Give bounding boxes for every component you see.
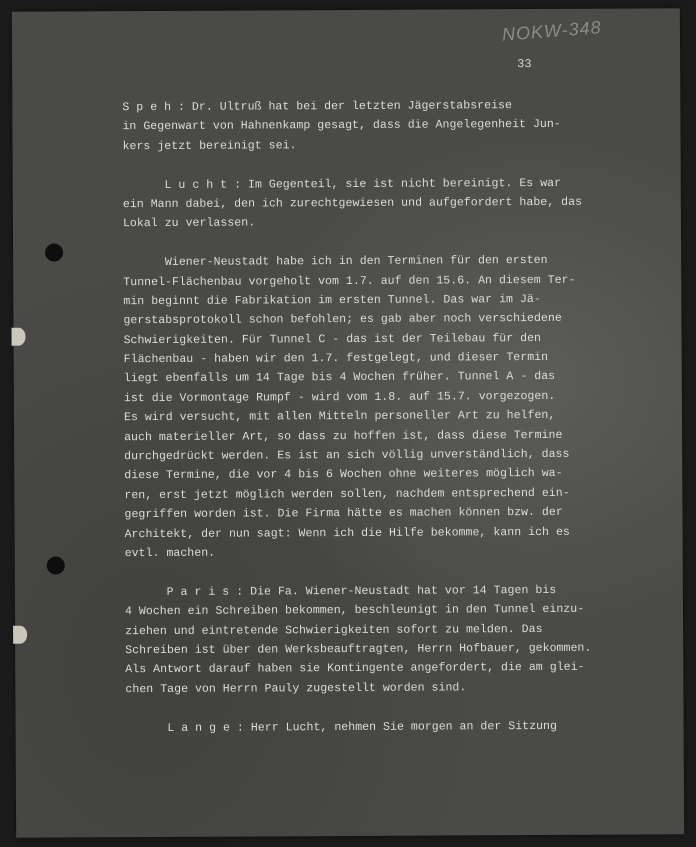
text-line: Tunnel-Flächenbau vorgeholt vom 1.7. auf den 15.6. An diesem Ter- (123, 273, 576, 289)
text-line: Schwierigkeiten. Für Tunnel C - das ist der Teilebau für den (123, 331, 542, 347)
text-line: Als Antwort darauf haben sie Kontingente angefordert, die am glei- (125, 661, 585, 677)
text-line: evtl. machen. (124, 546, 216, 561)
punch-hole-2 (11, 328, 25, 346)
text-line: Flächenbau - haben wir den 1.7. festgelegt, und dieser Termin (123, 351, 549, 367)
text-line: in Gegenwart von Hahnenkamp gesagt, dass die Angelegenheit Jun- (122, 118, 561, 134)
text-line: ein Mann dabei, den ich zurechtgewiesen und aufgefordert habe, das (122, 195, 583, 212)
text-line: chen Tage von Herrn Pauly zugestellt worden sind. (125, 681, 467, 696)
text-line: auch materieller Art, so dass zu hoffen ist, dass diese Termine (124, 428, 563, 444)
text-line: Schreiben ist über den Werksbeauftragten, Herrn Hofbauer, gekommen. (125, 641, 592, 658)
text-line: Wiener-Neustadt habe ich in den Terminen für den ersten (123, 254, 548, 270)
punch-hole-1 (45, 243, 63, 261)
text-line: durchgedrückt werden. Es ist an sich völlig unverständlich, dass (124, 447, 570, 464)
text-line: kers jetzt bereinigt sei. (122, 139, 297, 153)
text-line: gegriffen worden ist. Die Firma hätte es machen können bzw. der (124, 506, 563, 522)
text-line: Lokal zu verlassen. (122, 216, 256, 231)
text-line: gerstabsprotokoll schon befohlen; es gab aber noch verschiedene (123, 312, 562, 328)
text-line: liegt ebenfalls um 14 Tage bis 4 Wochen früher. Tunnel A - das (123, 370, 556, 386)
text-line: L a n g e : Herr Lucht, nehmen Sie morgen an der Sitzung (125, 719, 557, 735)
punch-hole-3 (47, 556, 65, 574)
page-number: 33 (517, 57, 532, 72)
punch-hole-4 (13, 626, 27, 644)
text-line: diese Termine, die vor 4 bis 6 Wochen ohne weiteres möglich wa- (124, 467, 563, 483)
text-line: Es wird versucht, mit allen Mitteln personeller Art zu helfen, (123, 409, 556, 425)
text-line: ren, erst jetzt möglich werden sollen, nachdem entsprechend ein- (124, 486, 570, 502)
text-line: 4 Wochen ein Schreiben bekommen, beschleunigt in den Tunnel einzu- (124, 602, 585, 619)
paper-sheet (12, 8, 684, 837)
archive-stamp: NOKW-348 (501, 17, 603, 45)
text-line: min beginnt die Fabrikation im ersten Tunnel. Das war im Jä- (123, 292, 541, 309)
text-line: L u c h t : Im Gegenteil, sie ist nicht bereinigt. Es war (122, 176, 562, 192)
document-body (122, 95, 670, 738)
text-line: S p e h : Dr. Ultruß hat bei der letzten Jägerstabsreise (122, 99, 512, 115)
text-line: ziehen und eintretende Schwierigkeiten sofort zu melden. Das (125, 622, 543, 638)
text-line: P a r i s : Die Fa. Wiener-Neustadt hat vor 14 Tagen bis (124, 583, 557, 599)
text-line: Architekt, der nun sagt: Wenn ich die Hilfe bekomme, kann ich es (124, 525, 570, 541)
text-line: ist die Vormontage Rumpf - wird vom 1.8. auf 15.7. vorgezogen. (123, 389, 556, 406)
